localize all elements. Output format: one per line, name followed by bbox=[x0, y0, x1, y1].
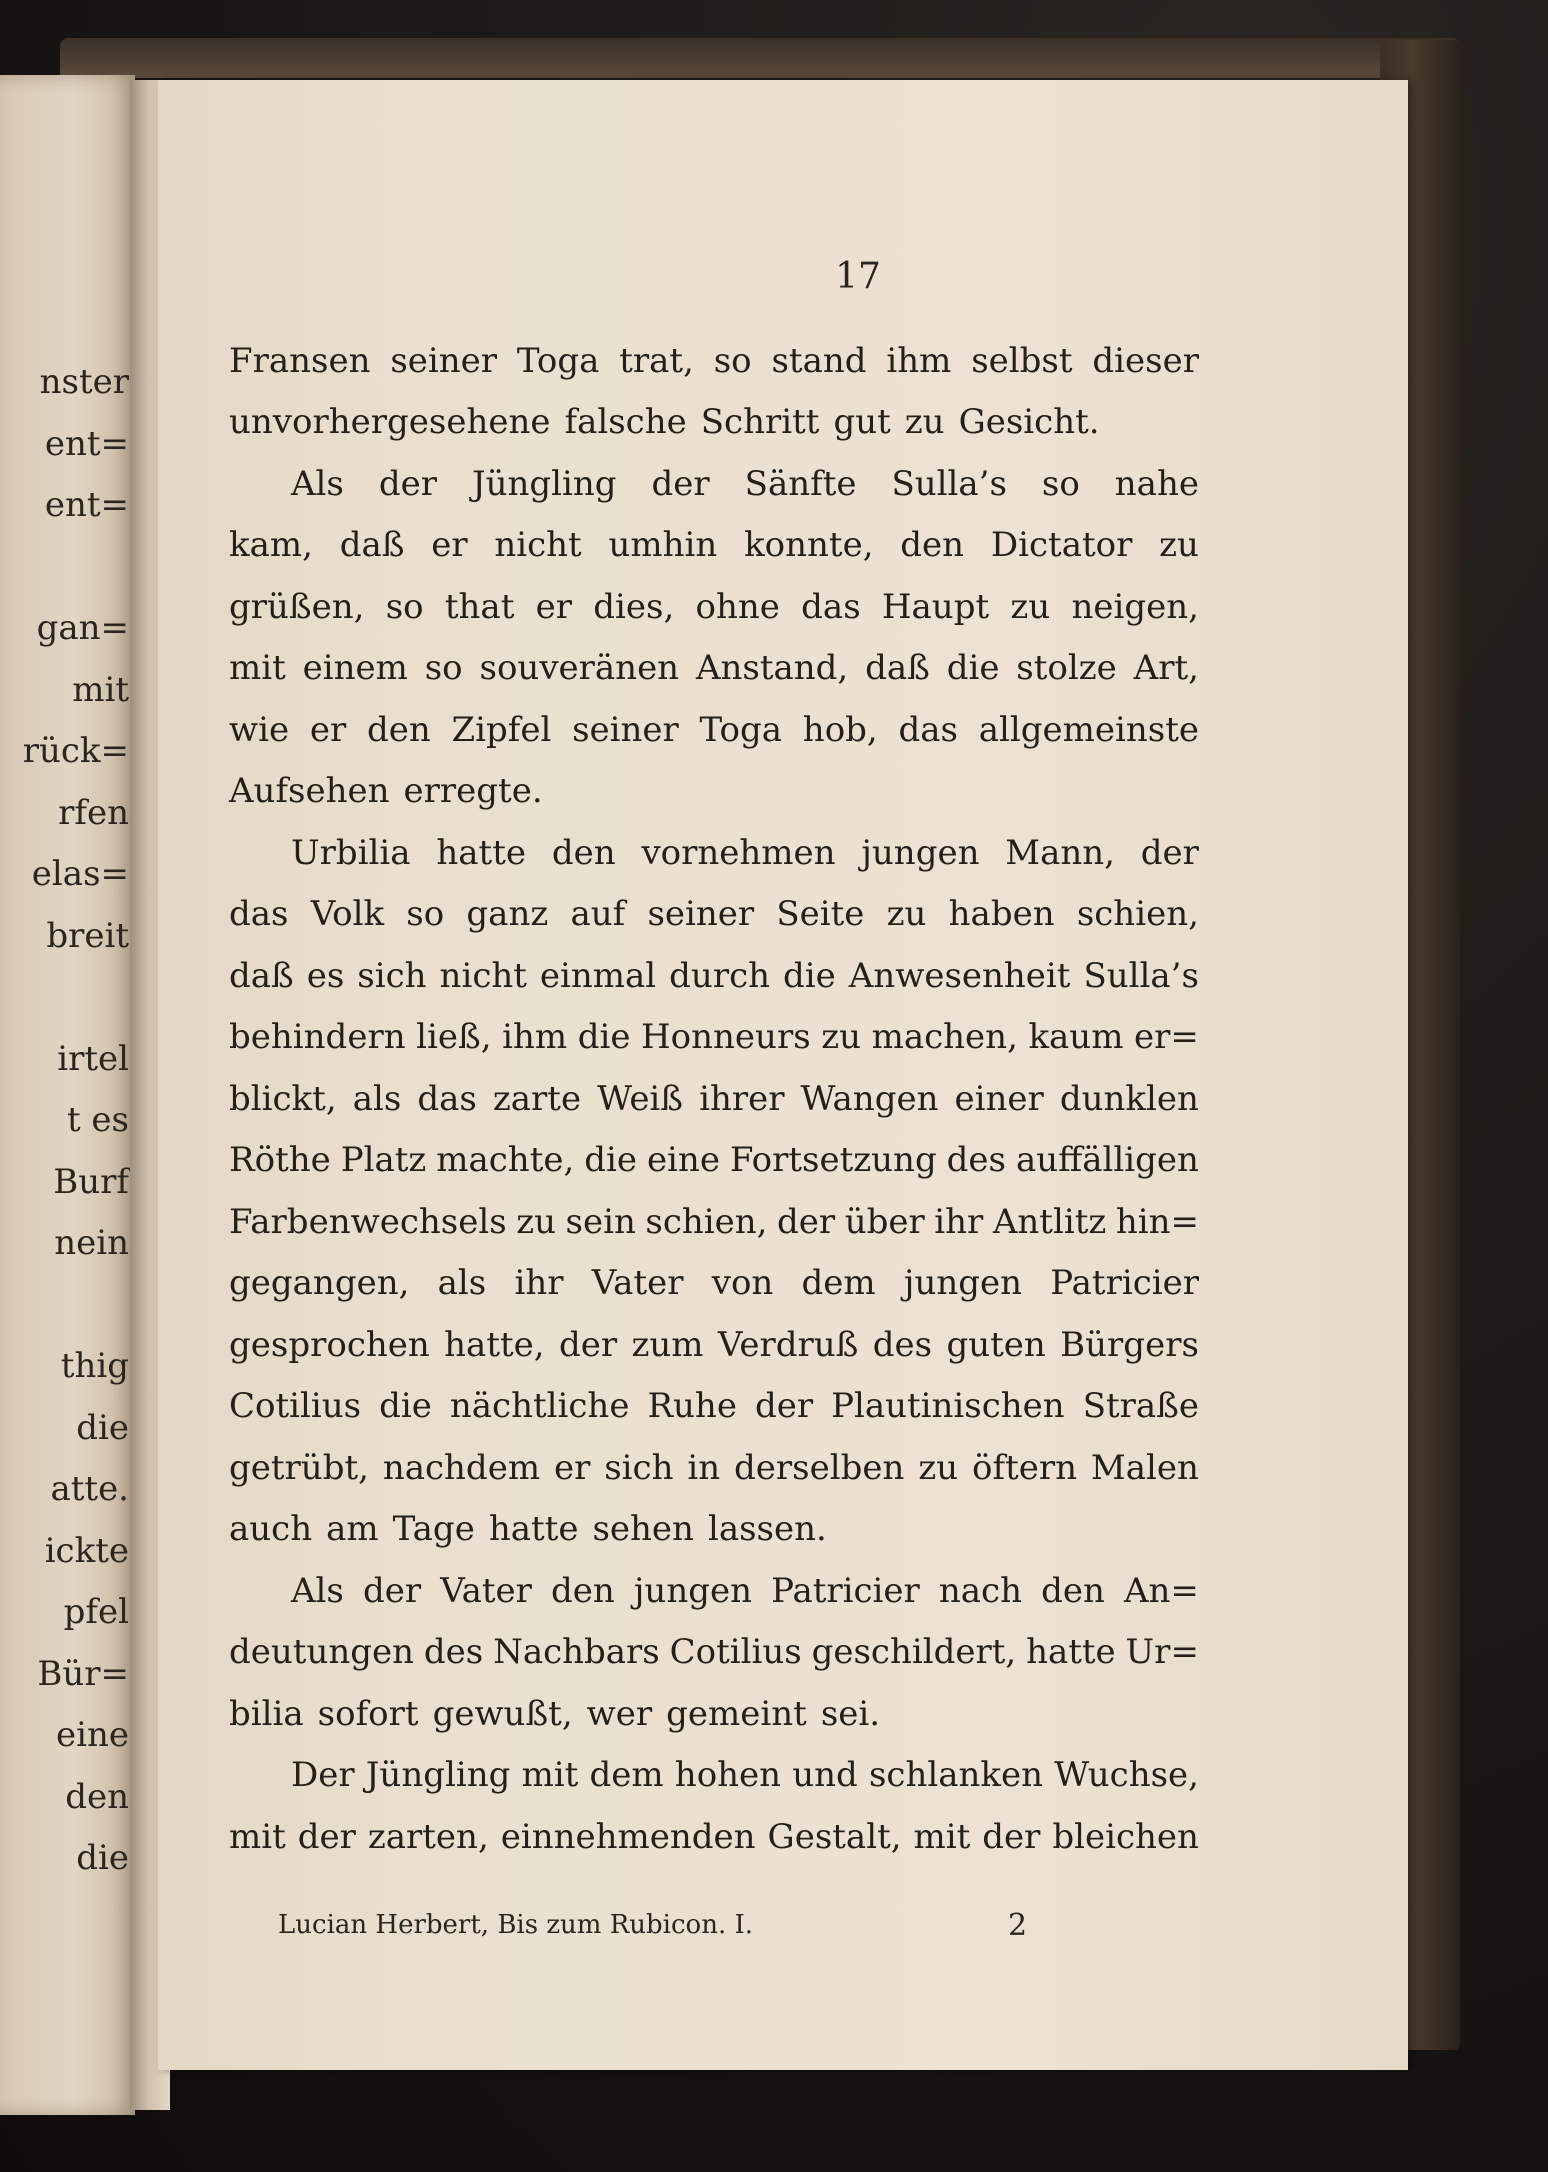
word: so bbox=[424, 648, 463, 689]
word: als bbox=[437, 1263, 487, 1304]
book-page bbox=[158, 80, 1408, 2070]
printer-signature-mark: 2 bbox=[1008, 1908, 1028, 1943]
word: hohen bbox=[674, 1755, 782, 1796]
word: öftern bbox=[972, 1447, 1078, 1488]
word: Platz bbox=[340, 1140, 427, 1181]
previous-page-fragment: ent= bbox=[44, 423, 129, 464]
word: zu bbox=[886, 894, 927, 935]
previous-page-fragment: elas= bbox=[31, 854, 129, 894]
word: seiner bbox=[572, 709, 679, 750]
text-line bbox=[229, 699, 1199, 761]
text-line bbox=[229, 1191, 1199, 1253]
word: Ruhe bbox=[647, 1386, 737, 1427]
word: neigen, bbox=[1071, 586, 1199, 627]
word: Toga bbox=[699, 709, 783, 750]
word: Seite bbox=[776, 894, 865, 935]
word: jungen bbox=[633, 1570, 753, 1611]
body-text bbox=[229, 330, 1199, 1868]
word: zarten, bbox=[367, 1816, 489, 1857]
word: und bbox=[792, 1755, 858, 1796]
word: er= bbox=[1134, 1017, 1199, 1058]
word: bilia bbox=[229, 1693, 304, 1734]
word: gegangen, bbox=[229, 1263, 410, 1304]
previous-page-fragment: mit bbox=[72, 669, 129, 710]
previous-page-fragment: rfen bbox=[58, 792, 129, 833]
word: bleichen bbox=[1052, 1816, 1199, 1857]
word: auf bbox=[570, 894, 626, 935]
word: Gesicht. bbox=[958, 402, 1100, 443]
word: Sulla’s bbox=[891, 463, 1007, 504]
word: ihr bbox=[514, 1263, 564, 1304]
word: wer bbox=[586, 1693, 653, 1734]
word: hatte bbox=[436, 832, 527, 873]
word: falsche bbox=[564, 402, 687, 443]
word: zu bbox=[1159, 525, 1199, 566]
word: Volk bbox=[310, 894, 385, 935]
word: Sulla’s bbox=[1083, 955, 1199, 996]
text-line bbox=[229, 945, 1199, 1007]
word: Wuchse, bbox=[1054, 1755, 1199, 1796]
word: er bbox=[309, 709, 347, 750]
word: den bbox=[900, 525, 965, 566]
word: daß bbox=[229, 955, 294, 996]
word: sich bbox=[357, 955, 427, 996]
text-line bbox=[229, 1314, 1199, 1376]
text-line bbox=[229, 884, 1199, 946]
word: der bbox=[651, 463, 710, 504]
word: Wangen bbox=[800, 1078, 939, 1119]
text-line bbox=[229, 1437, 1199, 1499]
word: seiner bbox=[647, 894, 755, 935]
word: den bbox=[366, 709, 431, 750]
previous-page-fragment: ickte bbox=[44, 1530, 129, 1571]
word: seiner bbox=[390, 340, 498, 381]
word: gesprochen bbox=[229, 1324, 430, 1365]
word: jungen bbox=[903, 1263, 1023, 1304]
word: so bbox=[385, 586, 424, 627]
word: selbst bbox=[971, 340, 1073, 381]
word: trat, bbox=[619, 340, 694, 381]
word: erregte. bbox=[403, 771, 543, 812]
word: unvorhergesehene bbox=[229, 402, 551, 443]
word: deutungen bbox=[229, 1632, 415, 1673]
previous-page-strip bbox=[0, 75, 135, 2115]
word: zu bbox=[904, 402, 945, 443]
word: hin= bbox=[1115, 1201, 1199, 1242]
word: hatte, bbox=[444, 1324, 545, 1365]
previous-page-fragment: gan= bbox=[36, 608, 129, 648]
word: nicht bbox=[494, 525, 582, 566]
text-line bbox=[229, 761, 1199, 823]
word: Sänfte bbox=[744, 463, 857, 504]
word: ihm bbox=[502, 1017, 568, 1058]
text-line bbox=[229, 1683, 1199, 1745]
text-line bbox=[229, 1007, 1199, 1069]
word: Schritt bbox=[700, 402, 820, 443]
word: kam, bbox=[229, 525, 313, 566]
word: als bbox=[352, 1078, 402, 1119]
previous-page-fragment: atte. bbox=[50, 1469, 129, 1509]
text-line bbox=[229, 576, 1199, 638]
word: dunklen bbox=[1059, 1078, 1199, 1119]
word: umhin bbox=[608, 525, 718, 566]
word: ohne bbox=[695, 586, 780, 627]
word: zu bbox=[1010, 586, 1051, 627]
word: geschildert, bbox=[811, 1632, 1017, 1673]
word: ihm bbox=[886, 340, 952, 381]
word: sei. bbox=[820, 1693, 881, 1734]
word: hob, bbox=[802, 709, 878, 750]
previous-page-fragment: breit bbox=[46, 915, 129, 956]
word: einer bbox=[954, 1078, 1044, 1119]
word: Cotilius bbox=[229, 1386, 362, 1427]
word: stand bbox=[771, 340, 867, 381]
previous-page-fragment: Bür= bbox=[37, 1653, 129, 1694]
word: Weiß bbox=[597, 1078, 684, 1119]
word: er bbox=[431, 525, 468, 566]
word: dem bbox=[801, 1263, 876, 1304]
text-line bbox=[229, 638, 1199, 700]
word: machen, bbox=[871, 1017, 1018, 1058]
word: guten bbox=[946, 1324, 1046, 1365]
word: schlanken bbox=[868, 1755, 1044, 1796]
word: ihr bbox=[934, 1201, 984, 1242]
word: Art, bbox=[1133, 648, 1199, 689]
word: zarte bbox=[492, 1078, 582, 1119]
word: Aufsehen bbox=[229, 771, 390, 812]
word: sofort bbox=[317, 1693, 419, 1734]
word: machte, bbox=[436, 1140, 575, 1181]
word: stolze bbox=[1016, 648, 1117, 689]
word: das bbox=[229, 894, 289, 935]
word: die bbox=[577, 1017, 631, 1058]
word: Verdruß bbox=[717, 1324, 859, 1365]
word: in bbox=[687, 1447, 721, 1488]
previous-page-fragment: die bbox=[76, 1838, 129, 1878]
word: nach bbox=[938, 1570, 1022, 1611]
word: der bbox=[1140, 832, 1199, 873]
word: vornehmen bbox=[641, 832, 836, 873]
text-line bbox=[229, 1130, 1199, 1192]
page-number: 17 bbox=[835, 256, 881, 297]
word: Fransen bbox=[229, 340, 371, 381]
text-line bbox=[229, 1499, 1199, 1561]
word: der bbox=[558, 1324, 618, 1365]
word: zu bbox=[918, 1447, 959, 1488]
word: er bbox=[553, 1447, 591, 1488]
word: Bürgers bbox=[1060, 1324, 1199, 1365]
previous-page-fragment: irtel bbox=[57, 1038, 129, 1079]
word: nahe bbox=[1114, 463, 1199, 504]
word: Jüngling bbox=[471, 463, 617, 504]
word: des bbox=[423, 1632, 484, 1673]
word: Cotilius bbox=[669, 1632, 802, 1673]
word: Dictator bbox=[990, 525, 1133, 566]
word: einnehmenden bbox=[500, 1816, 756, 1857]
word: der bbox=[297, 1816, 356, 1857]
word: einem bbox=[302, 648, 408, 689]
word: getrübt, bbox=[229, 1447, 369, 1488]
word: Patricier bbox=[771, 1570, 920, 1611]
word: der bbox=[362, 1570, 422, 1611]
text-line bbox=[229, 1068, 1199, 1130]
word: Als bbox=[291, 463, 344, 504]
word: haben bbox=[948, 894, 1055, 935]
word: das bbox=[801, 586, 861, 627]
text-line bbox=[229, 330, 1199, 392]
word: den bbox=[551, 1570, 615, 1611]
text-line bbox=[229, 392, 1199, 454]
previous-page-fragment: die bbox=[76, 1407, 129, 1448]
word: der bbox=[378, 463, 437, 504]
previous-page-fragment: eine bbox=[55, 1715, 129, 1755]
word: der bbox=[777, 1201, 836, 1242]
text-line bbox=[229, 822, 1199, 884]
word: ließ, bbox=[416, 1017, 492, 1058]
word: mit bbox=[913, 1816, 971, 1857]
word: Mann, bbox=[1005, 832, 1115, 873]
word: dies, bbox=[593, 586, 675, 627]
word: von bbox=[711, 1263, 774, 1304]
previous-page-fragment: den bbox=[65, 1776, 129, 1817]
word: Vater bbox=[591, 1263, 684, 1304]
previous-page-fragment: pfel bbox=[63, 1592, 129, 1632]
word: Antlitz bbox=[992, 1201, 1107, 1242]
word: nicht bbox=[439, 955, 527, 996]
word: Ur= bbox=[1125, 1632, 1199, 1673]
previous-page-fragment: nein bbox=[54, 1223, 129, 1263]
book-cover-top-edge bbox=[60, 38, 1460, 78]
word: er bbox=[535, 586, 572, 627]
word: daß bbox=[339, 525, 405, 566]
word: Malen bbox=[1090, 1447, 1199, 1488]
text-line bbox=[229, 1806, 1199, 1868]
word: Straße bbox=[1082, 1386, 1199, 1427]
word: Als bbox=[291, 1570, 344, 1611]
word: Der bbox=[291, 1755, 355, 1796]
page-footer-signature-line: Lucian Herbert, Bis zum Rubicon. I. bbox=[278, 1910, 754, 1940]
word: Nachbars bbox=[493, 1632, 660, 1673]
word: konnte, bbox=[744, 525, 874, 566]
word: Farbenwechsels bbox=[229, 1201, 507, 1242]
word: gemeint bbox=[666, 1693, 807, 1734]
word: Toga bbox=[516, 340, 600, 381]
word: Urbilia bbox=[291, 832, 411, 873]
word: schien, bbox=[1076, 894, 1199, 935]
word: Jüngling bbox=[365, 1755, 511, 1796]
word: durch bbox=[669, 955, 771, 996]
word: schien, bbox=[645, 1201, 768, 1242]
word: zum bbox=[631, 1324, 704, 1365]
word: that bbox=[444, 586, 515, 627]
word: so bbox=[406, 894, 445, 935]
word: so bbox=[713, 340, 752, 381]
word: sehen bbox=[592, 1509, 694, 1550]
word: ganz bbox=[466, 894, 549, 935]
word: die bbox=[584, 1140, 637, 1181]
word: dieser bbox=[1092, 340, 1199, 381]
text-line bbox=[229, 1253, 1199, 1315]
word: gewußt, bbox=[432, 1693, 573, 1734]
word: des bbox=[872, 1324, 933, 1365]
word: lassen. bbox=[707, 1509, 827, 1550]
previous-page-fragment: ent= bbox=[44, 485, 129, 525]
word: zu bbox=[516, 1201, 556, 1242]
word: sich bbox=[604, 1447, 674, 1488]
text-line bbox=[229, 1622, 1199, 1684]
word: ihrer bbox=[699, 1078, 785, 1119]
word: derselben bbox=[734, 1447, 905, 1488]
word: kaum bbox=[1028, 1017, 1124, 1058]
text-line bbox=[229, 515, 1199, 577]
word: die bbox=[946, 648, 1000, 689]
text-line bbox=[229, 1376, 1199, 1438]
text-line bbox=[229, 1560, 1199, 1622]
word: eine bbox=[646, 1140, 720, 1181]
word: so bbox=[1041, 463, 1080, 504]
previous-page-fragment: t es bbox=[66, 1100, 129, 1140]
word: Patricier bbox=[1050, 1263, 1199, 1304]
previous-page-fragment: Burf bbox=[53, 1161, 129, 1202]
word: An= bbox=[1123, 1570, 1199, 1611]
word: gut bbox=[833, 402, 891, 443]
word: zu bbox=[821, 1017, 862, 1058]
word: behindern bbox=[229, 1017, 406, 1058]
word: Anwesenheit bbox=[848, 955, 1071, 996]
word: Anstand, bbox=[695, 648, 849, 689]
word: Zipfel bbox=[451, 709, 552, 750]
word: sein bbox=[565, 1201, 636, 1242]
word: allgemeinste bbox=[978, 709, 1199, 750]
word: auch bbox=[229, 1509, 313, 1550]
word: hatte bbox=[488, 1509, 579, 1550]
word: über bbox=[844, 1201, 925, 1242]
word: Honneurs bbox=[641, 1017, 811, 1058]
word: das bbox=[898, 709, 958, 750]
word: hatte bbox=[1026, 1632, 1116, 1673]
word: Tage bbox=[392, 1509, 475, 1550]
text-line bbox=[229, 1745, 1199, 1807]
word: die bbox=[783, 955, 836, 996]
word: grüßen, bbox=[229, 586, 365, 627]
word: den bbox=[1041, 1570, 1105, 1611]
word: souveränen bbox=[479, 648, 680, 689]
word: das bbox=[417, 1078, 477, 1119]
word: Gestalt, bbox=[767, 1816, 902, 1857]
previous-page-fragment: thig bbox=[60, 1346, 129, 1386]
word: des bbox=[946, 1140, 1006, 1181]
word: Vater bbox=[440, 1570, 532, 1611]
word: es bbox=[306, 955, 345, 996]
word: die bbox=[379, 1386, 432, 1427]
word: mit bbox=[229, 648, 286, 689]
word: der bbox=[754, 1386, 814, 1427]
word: mit bbox=[521, 1755, 579, 1796]
word: dem bbox=[589, 1755, 664, 1796]
word: Röthe bbox=[229, 1140, 331, 1181]
word: nachdem bbox=[382, 1447, 541, 1488]
text-line bbox=[229, 453, 1199, 515]
previous-page-fragment: nster bbox=[39, 362, 129, 402]
word: den bbox=[551, 832, 616, 873]
previous-page-fragment: rück= bbox=[22, 731, 129, 771]
word: Fortsetzung bbox=[729, 1140, 937, 1181]
word: der bbox=[982, 1816, 1041, 1857]
word: Plautinischen bbox=[831, 1386, 1065, 1427]
word: jungen bbox=[861, 832, 980, 873]
word: am bbox=[326, 1509, 379, 1550]
word: einmal bbox=[539, 955, 657, 996]
word: daß bbox=[865, 648, 930, 689]
word: blickt, bbox=[229, 1078, 337, 1119]
word: Haupt bbox=[881, 586, 990, 627]
word: nächtliche bbox=[449, 1386, 630, 1427]
word: wie bbox=[229, 709, 290, 750]
word: auffälligen bbox=[1015, 1140, 1199, 1181]
word: mit bbox=[229, 1816, 286, 1857]
